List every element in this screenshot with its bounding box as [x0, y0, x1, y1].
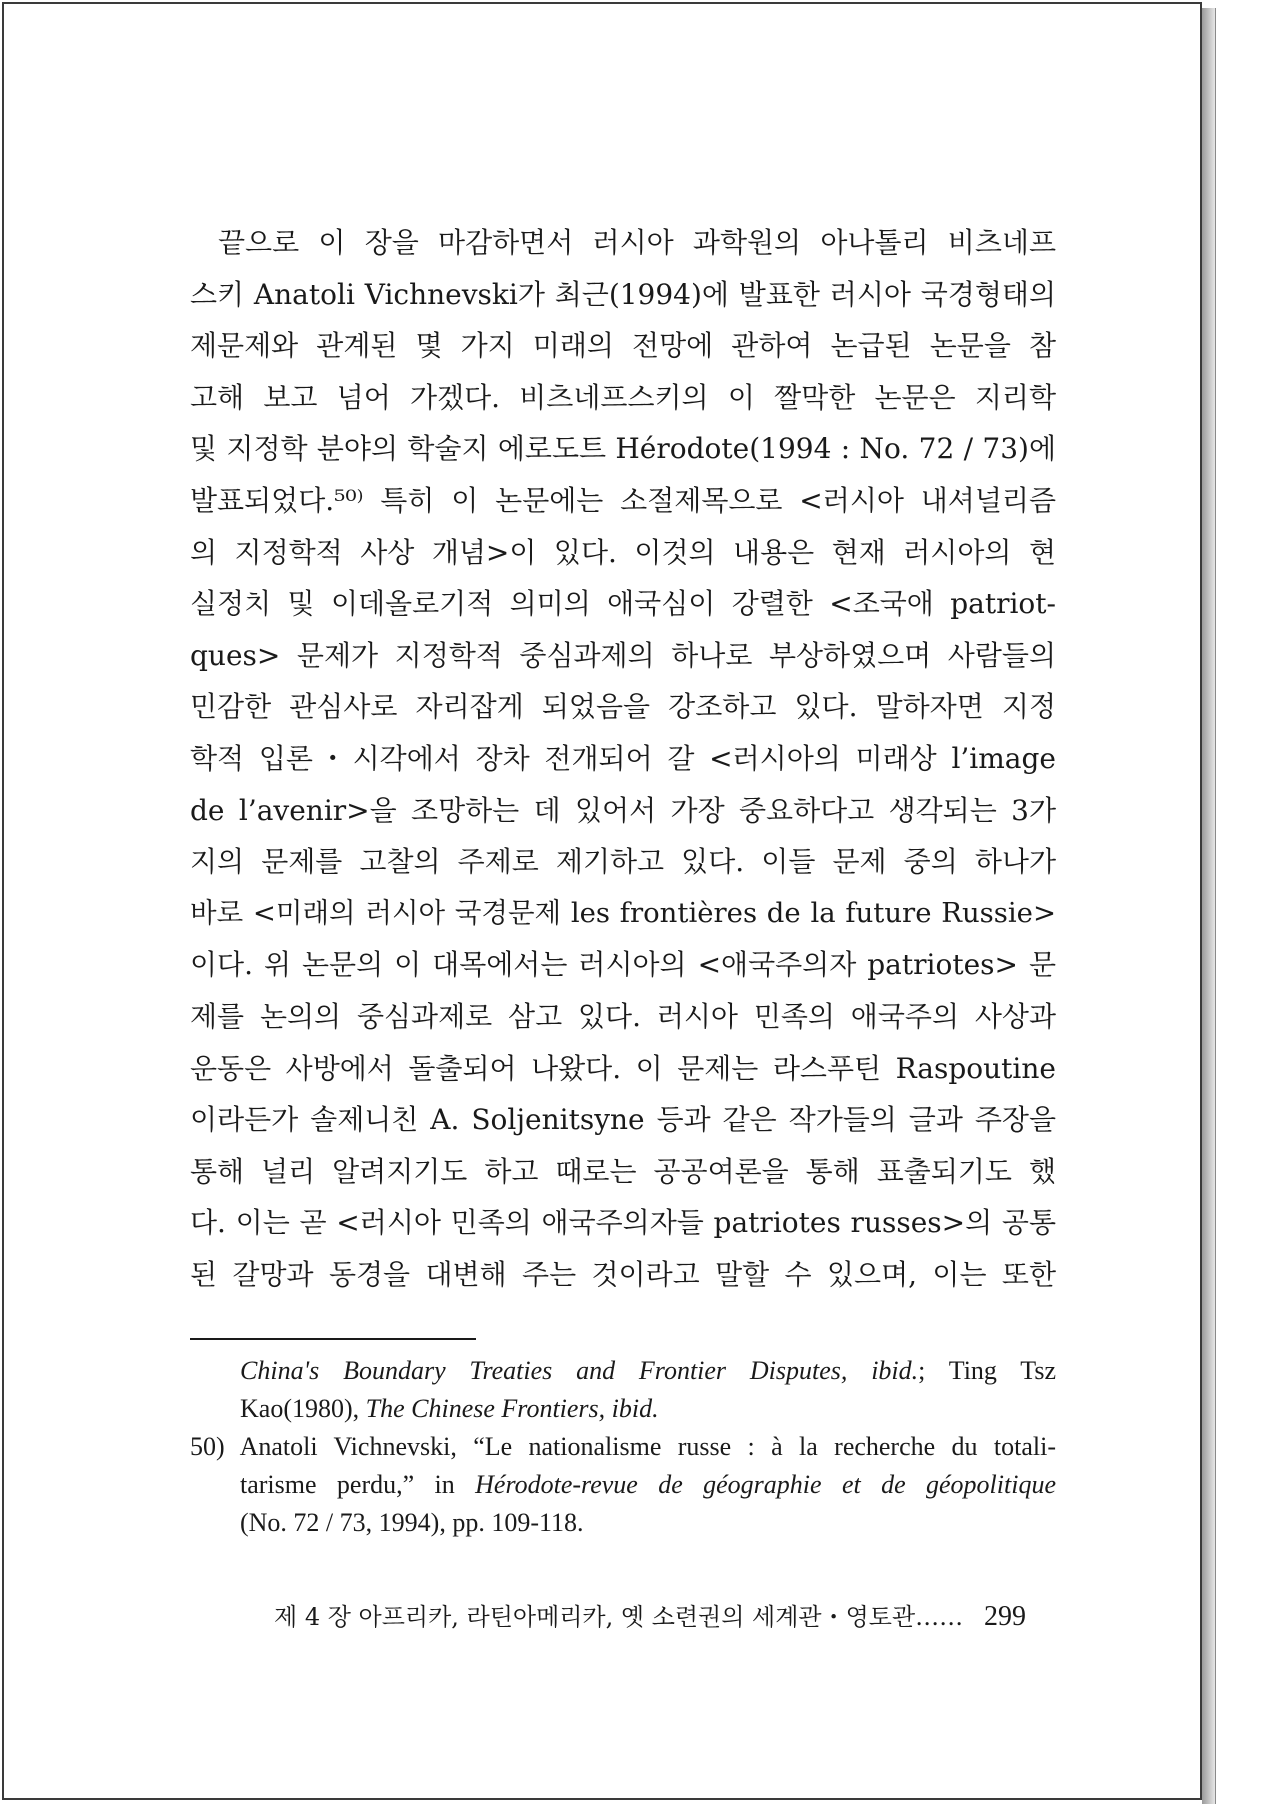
footnote-text: ; Ting Tsz: [918, 1356, 1057, 1385]
body-line: 학적 입론・시각에서 장차 전개되어 갈 <러시아의 미래상 l’image: [190, 741, 1056, 775]
body-line: 고해 보고 넘어 가겠다. 비츠네프스키의 이 짤막한 논문은 지리학: [190, 380, 1056, 414]
body-line: 운동은 사방에서 돌출되어 나왔다. 이 문제는 라스푸틴 Raspoutine: [190, 1051, 1056, 1085]
body-line: 다. 이는 곧 <러시아 민족의 애국주의자들 patriotes russes>의 공통: [190, 1206, 1056, 1240]
page-edge-shadow: [1202, 8, 1216, 1804]
footnote-journal-title: Hérodote-revue de géographie et de géopolitique: [475, 1470, 1056, 1499]
footnote-divider: [190, 1338, 476, 1340]
footnotes: [190, 1352, 1056, 1542]
body-line: 끝으로 이 장을 마감하면서 러시아 과학원의 아나톨리 비츠네프: [218, 226, 1056, 259]
footnote-50-line: (No. 72 / 73, 1994), pp. 109-118.: [240, 1508, 584, 1537]
footnote-book-title: The Chinese Frontiers, ibid.: [365, 1394, 659, 1423]
page-number: 299: [984, 1601, 1026, 1632]
body-line: 및 지정학 분야의 학술지 에로도트 Hérodote(1994 : No. 72 / 73)에: [190, 432, 1056, 466]
body-line: 지의 문제를 고찰의 주제로 제기하고 있다. 이들 문제 중의 하나가: [190, 845, 1056, 879]
footnote-text: Kao(1980),: [240, 1394, 366, 1423]
body-line: 바로 <미래의 러시아 국경문제 les frontières de la future Russie>: [190, 896, 1056, 929]
footnote-50-line: [190, 1466, 1056, 1504]
body-line: de l’avenir>을 조망하는 데 있어서 가장 중요하다고 생각되는 3가: [190, 793, 1056, 827]
footnote-continued-line: [190, 1390, 1056, 1428]
footnote-book-title: China's Boundary Treaties and Frontier Disputes, ibid.: [240, 1356, 919, 1385]
body-line: ques> 문제가 지정학적 중심과제의 하나로 부상하였으며 사람들의: [190, 638, 1056, 672]
body-line: 민감한 관심사로 자리잡게 되었음을 강조하고 있다. 말하자면 지정: [190, 690, 1056, 724]
body-line: 실정치 및 이데올로기적 의미의 애국심이 강렬한 <조국애 patriot-: [190, 587, 1056, 621]
body-line: 된 갈망과 동경을 대변해 주는 것이라고 말할 수 있으며, 이는 또한: [190, 1257, 1056, 1291]
body-paragraph: [190, 217, 1056, 1300]
body-line: 제를 논의의 중심과제로 삼고 있다. 러시아 민족의 애국주의 사상과: [190, 999, 1056, 1033]
running-head: 제 4 장 아프리카, 라틴아메리카, 옛 소련권의 세계관・영토관……: [274, 1603, 964, 1631]
body-line: 통해 널리 알려지기도 하고 때로는 공공여론을 통해 표출되기도 했: [190, 1154, 1056, 1188]
footnote-continued-line: [190, 1352, 1056, 1390]
footnote-text: tarisme perdu,” in: [240, 1470, 476, 1499]
body-line: 의 지정학적 사상 개념>이 있다. 이것의 내용은 현재 러시아의 현: [190, 535, 1056, 569]
footnote-50-line: 50) Anatoli Vichnevski, “Le nationalisme russe : à la recherche du totali-: [190, 1432, 1056, 1461]
body-line: 이다. 위 논문의 이 대목에서는 러시아의 <애국주의자 patriotes> 문: [190, 948, 1056, 982]
book-page: [2, 2, 1202, 1800]
body-line: 스키 Anatoli Vichnevski가 최근(1994)에 발표한 러시아 국경형태의: [190, 277, 1056, 311]
body-line: 발표되었다.⁵⁰⁾ 특히 이 논문에는 소절제목으로 <러시아 내셔널리즘: [190, 483, 1056, 517]
page-footer: [274, 1597, 1026, 1633]
body-line: 이라든가 솔제니친 A. Soljenitsyne 등과 같은 작가들의 글과 주장을: [190, 1103, 1056, 1137]
body-line: 제문제와 관계된 몇 가지 미래의 전망에 관하여 논급된 논문을 참: [190, 329, 1056, 363]
